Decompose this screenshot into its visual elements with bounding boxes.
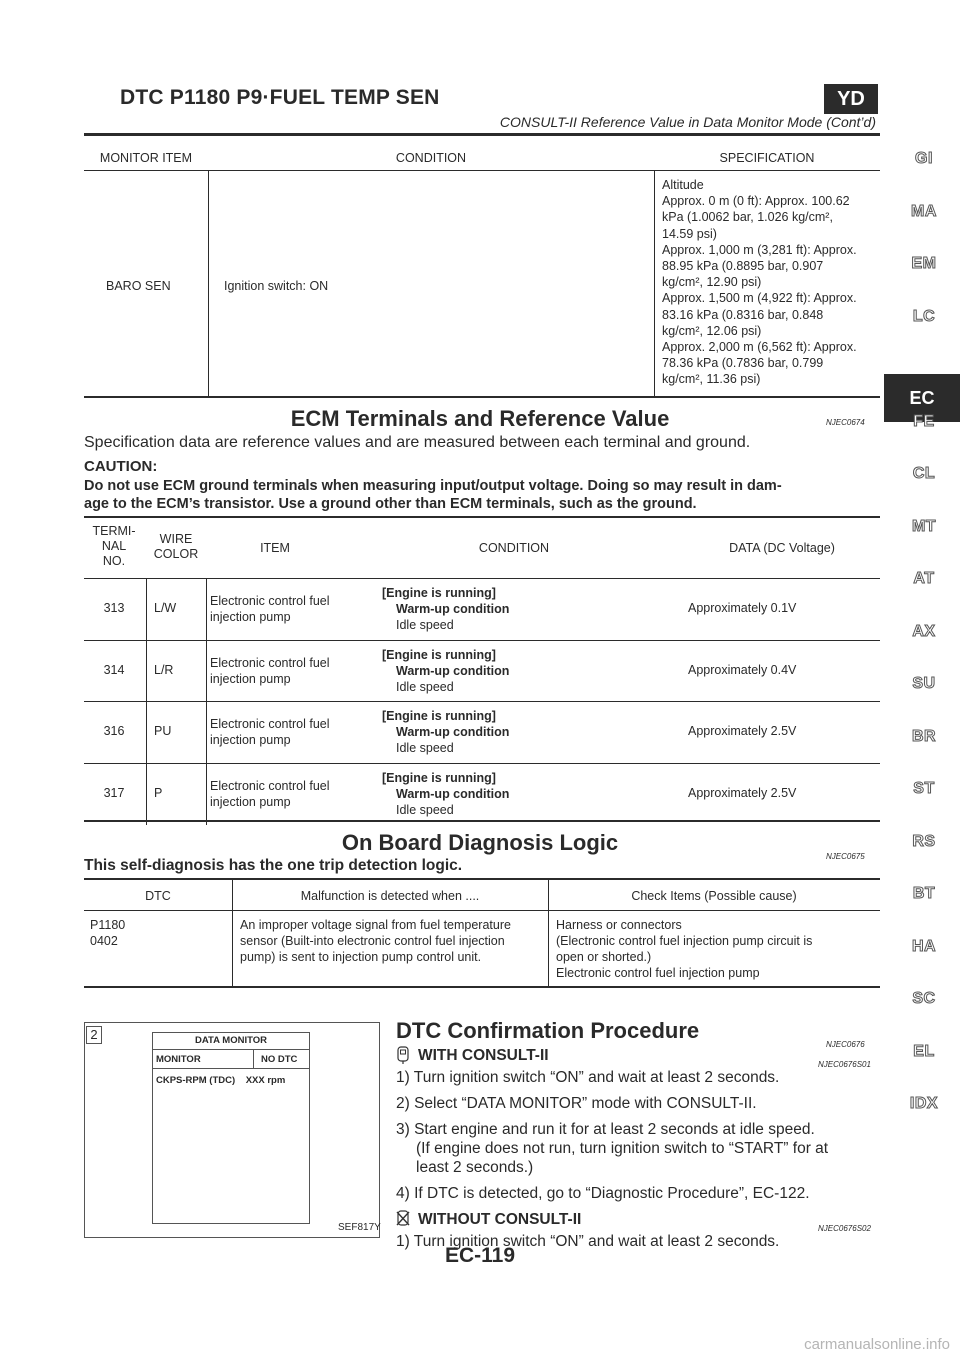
divider xyxy=(206,579,207,640)
item-line: injection pump xyxy=(210,671,291,686)
condition xyxy=(382,585,509,633)
condition-line: Idle speed xyxy=(396,741,454,755)
item-line: Electronic control fuel xyxy=(210,717,330,731)
monitor-table xyxy=(84,142,880,397)
divider xyxy=(146,641,147,702)
side-tab-su[interactable]: SU xyxy=(912,675,936,692)
malfunction-line: An improper voltage signal from fuel temperature xyxy=(240,918,511,932)
item-line: Electronic control fuel xyxy=(210,594,330,608)
page-title: DTC P1180 P9·FUEL TEMP SEN xyxy=(120,86,440,109)
table-rule xyxy=(84,820,880,822)
ecm-row xyxy=(84,764,880,825)
dtc-section-ref: NJEC0676 xyxy=(826,1040,865,1049)
malfunction-line: pump) is sent to injection pump control unit. xyxy=(240,950,482,964)
header-line: TERMI- xyxy=(92,524,136,538)
col-header-malfunction: Malfunction is detected when .... xyxy=(300,889,480,903)
condition xyxy=(382,647,509,695)
side-tab-idx[interactable]: IDX xyxy=(909,1095,939,1112)
ecm-terminal-table xyxy=(84,518,880,824)
condition-line: Warm-up condition xyxy=(396,725,510,739)
page-number: EC-119 xyxy=(444,1244,516,1267)
data-monitor-col-monitor: MONITOR xyxy=(156,1054,201,1065)
col-header-monitor-item: MONITOR ITEM xyxy=(99,151,193,165)
terminal-no: 314 xyxy=(103,662,125,677)
condition xyxy=(382,770,509,818)
check-line: open or shorted.) xyxy=(556,950,652,964)
item-line: Electronic control fuel xyxy=(210,655,330,670)
side-tab-cl[interactable]: CL xyxy=(912,465,936,482)
col-header-item: ITEM xyxy=(260,541,290,555)
condition-line: [Engine is running] xyxy=(382,586,496,600)
divider xyxy=(654,171,655,397)
col-header-terminal xyxy=(84,524,144,569)
divider xyxy=(206,641,207,702)
obd-section-title: On Board Diagnosis Logic xyxy=(341,830,619,855)
terminal-no: 316 xyxy=(103,724,125,738)
side-tab-mt[interactable]: MT xyxy=(911,517,937,535)
col-header-specification: SPECIFICATION xyxy=(719,151,815,165)
condition-line: Warm-up condition xyxy=(396,786,510,801)
data-value: Approximately 0.4V xyxy=(688,662,797,677)
engine-code-badge: YD xyxy=(824,84,878,114)
dtc-line: 0402 xyxy=(90,934,118,948)
step-without-1: 1) Turn ignition switch “ON” and wait at least 2 seconds. xyxy=(396,1233,780,1250)
data-monitor-columns xyxy=(153,1050,309,1069)
step-4: 4) If DTC is detected, go to “Diagnostic Procedure”, EC-122. xyxy=(396,1185,810,1202)
obd-dtc xyxy=(90,917,125,949)
condition-line: Idle speed xyxy=(396,802,454,817)
divider xyxy=(206,702,207,763)
side-tab-st[interactable]: ST xyxy=(913,780,935,797)
item-line: Electronic control fuel xyxy=(210,778,330,793)
watermark: carmanualsonline.info xyxy=(804,1336,950,1353)
col-header-wire-color xyxy=(148,532,204,562)
side-tab-gi[interactable]: GI xyxy=(915,150,933,167)
condition xyxy=(382,708,509,756)
spec-line: Approx. 1,000 m (3,281 ft): Approx. xyxy=(662,242,857,257)
divider xyxy=(146,579,147,640)
ecm-intro: Specification data are reference values and are measured between each terminal and ground. xyxy=(84,434,751,451)
caution-label: CAUTION: xyxy=(84,458,158,475)
monitor-specification xyxy=(662,177,857,388)
header-line: NAL xyxy=(101,539,127,553)
with-consult-ref: NJEC0676S01 xyxy=(818,1060,871,1069)
wire-color: PU xyxy=(154,724,172,738)
side-tab-rs[interactable]: RS xyxy=(912,832,936,850)
caution-line: age to the ECM’s transistor. Use a ground other than ECM terminals, such as the ground. xyxy=(84,496,697,512)
condition-line: [Engine is running] xyxy=(382,647,496,662)
divider xyxy=(232,880,233,987)
step-1: 1) Turn ignition switch “ON” and wait at least 2 seconds. xyxy=(396,1069,780,1086)
with-consult-label: WITH CONSULT-II xyxy=(418,1047,549,1064)
divider xyxy=(548,880,549,987)
check-line: (Electronic control fuel injection pump circuit is xyxy=(556,934,813,948)
item xyxy=(210,778,330,810)
data-monitor-col-status: NO DTC xyxy=(261,1054,298,1065)
col-header-condition: CONDITION xyxy=(478,541,550,555)
condition-line: [Engine is running] xyxy=(382,709,496,723)
obd-table-header xyxy=(84,880,880,911)
col-header-data: DATA (DC Voltage) xyxy=(729,541,835,555)
wire-color: L/W xyxy=(154,601,177,615)
wire-color: L/R xyxy=(154,662,174,677)
side-tab-em[interactable]: EM xyxy=(911,255,937,272)
side-tab-ha[interactable]: HA xyxy=(911,937,937,955)
data-monitor-screen xyxy=(152,1032,310,1224)
wire-color: P xyxy=(154,785,163,800)
spec-line: Altitude xyxy=(662,178,704,192)
data-value: Approximately 2.5V xyxy=(688,724,797,738)
header-line: NO. xyxy=(102,554,126,568)
obd-section-ref: NJEC0675 xyxy=(826,852,865,861)
side-tab-ec[interactable]: EC xyxy=(884,374,960,422)
spec-line: kPa (1.0062 bar, 1.026 kg/cm², xyxy=(662,210,833,225)
side-tab-el[interactable]: EL xyxy=(913,1042,935,1060)
side-tab-at[interactable]: AT xyxy=(913,570,935,587)
ecm-table-header xyxy=(84,518,880,579)
side-tab-br[interactable]: BR xyxy=(911,727,937,745)
step-3-cont: least 2 seconds.) xyxy=(416,1159,534,1176)
terminal-no: 317 xyxy=(103,785,125,800)
side-tab-bt[interactable]: BT xyxy=(912,885,936,902)
side-tab-lc[interactable]: LC xyxy=(912,307,936,325)
ecm-row xyxy=(84,579,880,641)
monitor-row xyxy=(84,171,880,397)
step-2: 2) Select “DATA MONITOR” mode with CONSULT-II. xyxy=(396,1095,757,1112)
condition-line: Warm-up condition xyxy=(396,602,510,616)
check-line: Harness or connectors xyxy=(556,918,682,932)
monitor-condition: Ignition switch: ON xyxy=(224,279,329,293)
header-rule xyxy=(84,133,880,136)
side-tab-ax[interactable]: AX xyxy=(912,622,936,640)
step-3-cont: (If engine does not run, turn ignition switch to “START” for at xyxy=(416,1140,829,1157)
spec-line: Approx. 0 m (0 ft): Approx. 100.62 xyxy=(662,194,850,209)
item-line: injection pump xyxy=(210,610,291,624)
obd-table xyxy=(84,880,880,987)
no-consult-icon xyxy=(396,1210,410,1228)
monitor-table-header xyxy=(84,142,880,171)
col-header-check-items: Check Items (Possible cause) xyxy=(631,889,797,903)
item xyxy=(210,593,330,625)
spec-line: kg/cm², 12.90 psi) xyxy=(662,275,762,290)
obd-intro: This self-diagnosis has the one trip detection logic. xyxy=(84,857,463,874)
ecm-row xyxy=(84,641,880,703)
obd-malfunction xyxy=(240,917,511,965)
spec-line: 83.16 kPa (0.8316 bar, 0.848 xyxy=(662,307,824,322)
caution-text xyxy=(84,477,782,513)
check-line: Electronic control fuel injection pump xyxy=(556,966,760,980)
condition-line: Idle speed xyxy=(396,679,454,694)
item-line: injection pump xyxy=(210,733,291,747)
dtc-section-title: DTC Confirmation Procedure xyxy=(396,1018,700,1043)
figure-number: 2 xyxy=(86,1026,102,1044)
header-line: WIRE xyxy=(159,532,193,546)
divider xyxy=(146,702,147,763)
col-header-condition: CONDITION xyxy=(395,151,467,165)
data-value: Approximately 2.5V xyxy=(688,785,797,800)
col-header-dtc: DTC xyxy=(145,889,171,903)
side-tab-fe[interactable]: FE xyxy=(913,412,935,430)
table-rule xyxy=(84,396,880,398)
condition-line: Warm-up condition xyxy=(396,663,510,678)
item xyxy=(210,716,330,748)
spec-line: kg/cm², 11.36 psi) xyxy=(662,372,761,387)
table-rule xyxy=(84,986,880,988)
divider xyxy=(253,1050,254,1068)
spec-line: 14.59 psi) xyxy=(662,226,717,241)
header-line: COLOR xyxy=(153,547,199,561)
caution-line: Do not use ECM ground terminals when measuring input/output voltage. Doing so may result in dam- xyxy=(84,478,782,494)
item xyxy=(210,655,330,687)
ecm-section-title: ECM Terminals and Reference Value xyxy=(290,406,670,431)
spec-line: Approx. 2,000 m (6,562 ft): Approx. xyxy=(662,340,857,355)
item-line: injection pump xyxy=(210,794,291,809)
data-monitor-line: CKPS-RPM (TDC) XXX rpm xyxy=(156,1075,286,1086)
spec-line: kg/cm², 12.06 psi) xyxy=(662,323,762,338)
divider xyxy=(146,764,147,825)
monitor-item: BARO SEN xyxy=(106,279,171,293)
page-subtitle: CONSULT-II Reference Value in Data Monitor Mode (Cont’d) xyxy=(499,114,876,130)
terminal-no: 313 xyxy=(103,601,125,615)
divider xyxy=(208,171,209,397)
step-3: 3) Start engine and run it for at least 2 seconds at idle speed. xyxy=(396,1121,815,1138)
consult-icon xyxy=(396,1046,410,1064)
side-tab-ma[interactable]: MA xyxy=(911,202,937,220)
without-consult-ref: NJEC0676S02 xyxy=(818,1224,871,1233)
obd-row xyxy=(84,911,880,987)
spec-line: 88.95 kPa (0.8895 bar, 0.907 xyxy=(662,259,824,274)
condition-line: [Engine is running] xyxy=(382,770,496,785)
without-consult-label: WITHOUT CONSULT-II xyxy=(418,1211,582,1228)
figure-code: SEF817Y xyxy=(338,1222,381,1233)
spec-line: 78.36 kPa (0.7836 bar, 0.799 xyxy=(662,356,824,371)
data-monitor-title: DATA MONITOR xyxy=(153,1033,309,1050)
dtc-line: P1180 xyxy=(90,918,126,932)
ecm-section-ref: NJEC0674 xyxy=(826,418,865,427)
obd-check-items xyxy=(556,917,812,981)
ecm-row xyxy=(84,702,880,764)
spec-line: Approx. 1,500 m (4,922 ft): Approx. xyxy=(662,291,857,306)
side-tab-sc[interactable]: SC xyxy=(912,990,936,1007)
malfunction-line: sensor (Built-into electronic control fuel injection xyxy=(240,934,505,948)
ecm-rows xyxy=(84,579,880,824)
divider xyxy=(206,764,207,825)
condition-line: Idle speed xyxy=(396,618,454,632)
data-value: Approximately 0.1V xyxy=(688,601,797,615)
